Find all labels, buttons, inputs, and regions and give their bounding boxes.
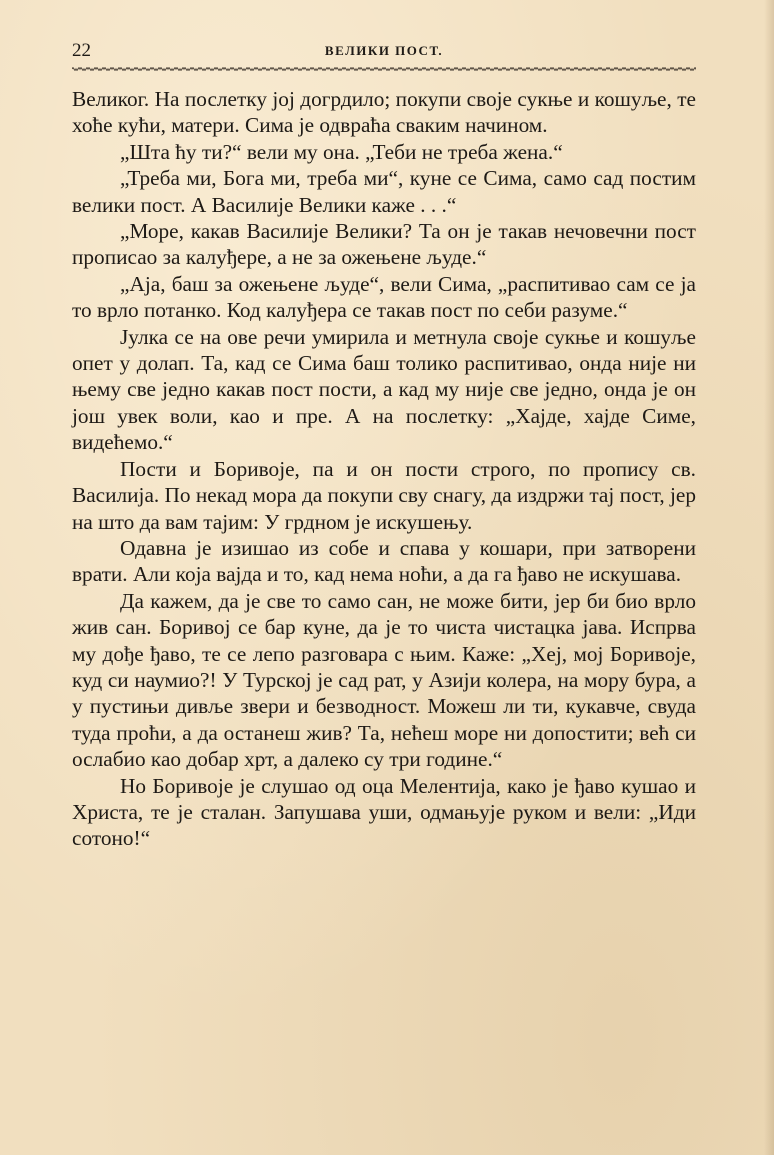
running-title: ВЕЛИКИ ПОСТ. bbox=[324, 43, 444, 58]
header-wavy-rule bbox=[72, 66, 696, 72]
page-number: 22 bbox=[72, 40, 91, 61]
body-text bbox=[72, 86, 696, 852]
paragraph: „Аја, баш за ожењене људе“, вели Сима, „распитивао сам се ја то врло потанко. Код калуђера се такав пост по себи разуме.“ bbox=[72, 271, 696, 323]
paragraph: Да кажем, да је све то само сан, не може бити, јер би био врло жив сан. Боривој се бар куне, да је то чиста чистацка јава. Испрва му дође ђаво, те се лепо разговара с њим. Каже: „Хеј, мој Боривоје, куд си наумио?! У Турској је сад рат, у Азији колера, на мору бура, а у пустињи дивље звери и безводност. Можеш ли ти, кукавче, свуда туда проћи, а да останеш жив? Та, нећеш море ни допостити; већ си ослабио као добар хрт, а далеко су три године.“ bbox=[72, 588, 696, 772]
paragraph: Но Боривоје је слушао од оца Мелентија, како је ђаво кушао и Христа, те је сталан. Запушава уши, одмањује руком и вели: „Иди сотоно!“ bbox=[72, 773, 696, 851]
paragraph: Јулка се на ове речи умирила и метнула своје сукње и кошуље опет у долап. Та, кад се Сима баш толико распитивао, онда није ни њему све једно какав пост пости, а кад му није све једно, онда је он још увек воли, као и пре. А на послетку: „Хајде, хајде Симе, видећемо.“ bbox=[72, 324, 696, 455]
paragraph: „Треба ми, Бога ми, треба ми“, куне се Сима, само сад постим велики пост. А Василије Велики каже . . .“ bbox=[72, 166, 696, 217]
paragraph: Пости и Боривоје, па и он пости строго, по пропису св. Василија. По некад мора да покупи сву снагу, да издржи тај пост, јер на што да вам тајим: У грдном је искушењу. bbox=[72, 456, 696, 534]
page-edge-shadow bbox=[764, 0, 774, 1155]
page-header bbox=[72, 38, 696, 68]
paragraph: „Шта ћу ти?“ вели му она. „Теби не треба жена.“ bbox=[120, 139, 563, 164]
paragraph: Одавна је изишао из собе и спава у кошари, при затворени врати. Али која вајда и то, кад нема ноћи, а да га ђаво не искушава. bbox=[72, 535, 696, 587]
paragraph: „Море, какав Василије Велики? Та он је такав нечовечни пост прописао за калуђере, а не за ожењене људе.“ bbox=[72, 219, 696, 270]
paragraph: Великог. На послетку јој догрдило; покупи своје сукње и кошуље, те хоће кући, матери. Сима је одвраћа сваким начином. bbox=[72, 87, 696, 138]
